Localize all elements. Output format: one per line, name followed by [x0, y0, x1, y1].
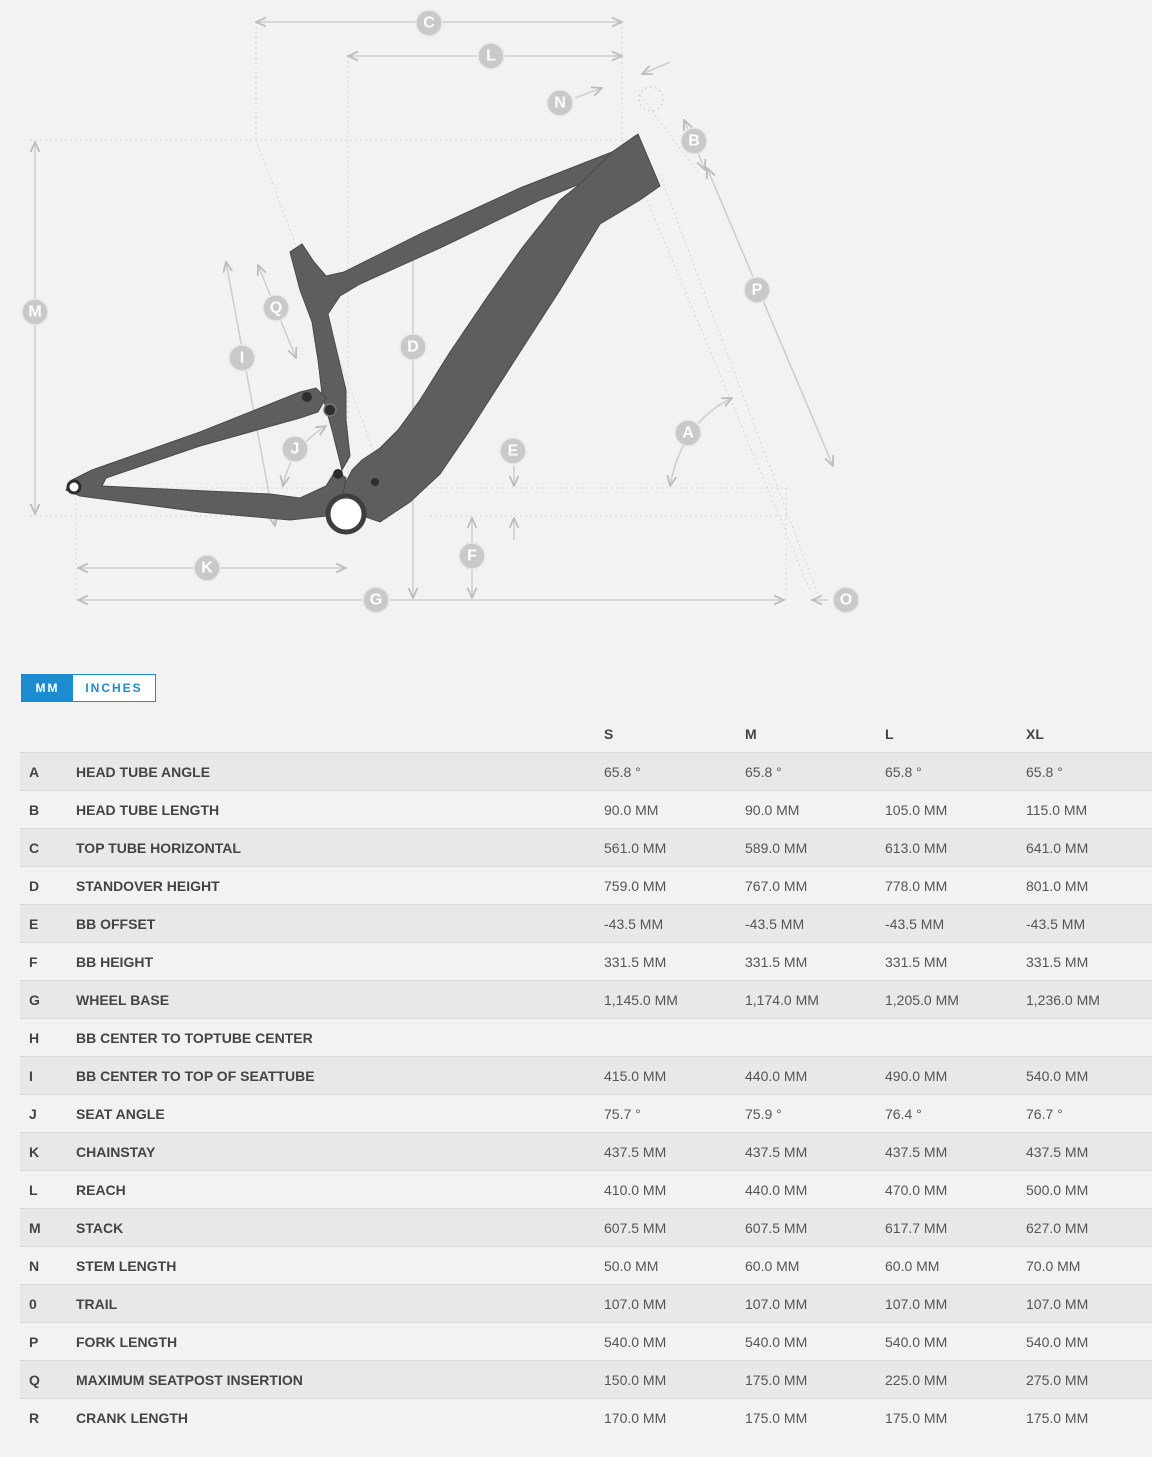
row-code: I — [20, 1057, 76, 1095]
value-size-xl: 500.0 MM — [1026, 1171, 1152, 1209]
table-row — [20, 867, 1152, 905]
table-row — [20, 981, 1152, 1019]
row-code: B — [20, 791, 76, 829]
value-size-s: -43.5 MM — [604, 905, 745, 943]
marker-E — [500, 438, 526, 464]
row-name: TRAIL — [76, 1285, 604, 1323]
value-size-s: 540.0 MM — [604, 1323, 745, 1361]
value-size-xl — [1026, 1019, 1152, 1057]
dimension-lines — [35, 22, 833, 600]
value-size-m: 440.0 MM — [745, 1057, 885, 1095]
marker-M — [22, 299, 48, 325]
value-size-m: 107.0 MM — [745, 1285, 885, 1323]
value-size-m: 65.8 ° — [745, 753, 885, 791]
value-size-m: 60.0 MM — [745, 1247, 885, 1285]
row-code: D — [20, 867, 76, 905]
row-name: FORK LENGTH — [76, 1323, 604, 1361]
value-size-l: 107.0 MM — [885, 1285, 1026, 1323]
table-row — [20, 905, 1152, 943]
value-size-s: 415.0 MM — [604, 1057, 745, 1095]
unit-mm-button[interactable]: MM — [22, 675, 73, 701]
row-code: 0 — [20, 1285, 76, 1323]
value-size-l: 60.0 MM — [885, 1247, 1026, 1285]
row-name: CHAINSTAY — [76, 1133, 604, 1171]
value-size-xl: 115.0 MM — [1026, 791, 1152, 829]
table-header-row — [20, 716, 1152, 753]
row-name: STACK — [76, 1209, 604, 1247]
row-name: STEM LENGTH — [76, 1247, 604, 1285]
table-row — [20, 1323, 1152, 1361]
svg-text:F: F — [467, 547, 477, 565]
header-size-m: M — [745, 726, 757, 742]
value-size-m: 90.0 MM — [745, 791, 885, 829]
table-row — [20, 1247, 1152, 1285]
value-size-xl: 175.0 MM — [1026, 1399, 1152, 1437]
svg-text:L: L — [486, 47, 496, 65]
marker-A — [675, 420, 701, 446]
value-size-s: 170.0 MM — [604, 1399, 745, 1437]
marker-P — [744, 277, 770, 303]
value-size-m: 540.0 MM — [745, 1323, 885, 1361]
row-code: G — [20, 981, 76, 1019]
table-row — [20, 1019, 1152, 1057]
table-row — [20, 1171, 1152, 1209]
row-name: TOP TUBE HORIZONTAL — [76, 829, 604, 867]
row-code: M — [20, 1209, 76, 1247]
value-size-l: 540.0 MM — [885, 1323, 1026, 1361]
marker-B — [681, 128, 707, 154]
svg-text:B: B — [688, 132, 700, 150]
svg-text:I: I — [239, 349, 245, 367]
header-size-l: L — [885, 726, 894, 742]
value-size-m — [745, 1019, 885, 1057]
value-size-xl: 107.0 MM — [1026, 1285, 1152, 1323]
table-row — [20, 1361, 1152, 1399]
row-code: P — [20, 1323, 76, 1361]
value-size-s: 759.0 MM — [604, 867, 745, 905]
row-name: HEAD TUBE ANGLE — [76, 753, 604, 791]
value-size-s: 331.5 MM — [604, 943, 745, 981]
row-name: BB CENTER TO TOPTUBE CENTER — [76, 1019, 604, 1057]
table-row — [20, 753, 1152, 791]
row-name: HEAD TUBE LENGTH — [76, 791, 604, 829]
row-name: REACH — [76, 1171, 604, 1209]
value-size-m: 331.5 MM — [745, 943, 885, 981]
value-size-s: 607.5 MM — [604, 1209, 745, 1247]
value-size-m: 767.0 MM — [745, 867, 885, 905]
marker-F — [459, 543, 485, 569]
svg-text:E: E — [507, 442, 519, 460]
row-name: WHEEL BASE — [76, 981, 604, 1019]
header-size-xl: XL — [1026, 726, 1044, 742]
row-code: A — [20, 753, 76, 791]
marker-O — [833, 587, 859, 613]
value-size-s — [604, 1019, 745, 1057]
row-code: E — [20, 905, 76, 943]
value-size-s: 437.5 MM — [604, 1133, 745, 1171]
header-size-s: S — [604, 726, 614, 742]
svg-text:P: P — [751, 281, 763, 299]
value-size-s: 90.0 MM — [604, 791, 745, 829]
table-row — [20, 1057, 1152, 1095]
table-row — [20, 1095, 1152, 1133]
svg-text:J: J — [290, 440, 300, 458]
value-size-s: 75.7 ° — [604, 1095, 745, 1133]
value-size-l: 225.0 MM — [885, 1361, 1026, 1399]
row-code: K — [20, 1133, 76, 1171]
value-size-l: 470.0 MM — [885, 1171, 1026, 1209]
value-size-m: 175.0 MM — [745, 1361, 885, 1399]
row-name: CRANK LENGTH — [76, 1399, 604, 1437]
svg-text:C: C — [423, 14, 435, 32]
value-size-m: -43.5 MM — [745, 905, 885, 943]
marker-Q — [263, 295, 289, 321]
value-size-s: 1,145.0 MM — [604, 981, 745, 1019]
value-size-xl: 65.8 ° — [1026, 753, 1152, 791]
svg-text:D: D — [407, 338, 419, 356]
value-size-l: -43.5 MM — [885, 905, 1026, 943]
row-name: SEAT ANGLE — [76, 1095, 604, 1133]
value-size-s: 410.0 MM — [604, 1171, 745, 1209]
value-size-l: 613.0 MM — [885, 829, 1026, 867]
value-size-m: 607.5 MM — [745, 1209, 885, 1247]
value-size-s: 561.0 MM — [604, 829, 745, 867]
value-size-s: 107.0 MM — [604, 1285, 745, 1323]
value-size-s: 150.0 MM — [604, 1361, 745, 1399]
geometry-table — [20, 716, 1152, 1436]
row-code: R — [20, 1399, 76, 1437]
row-code: N — [20, 1247, 76, 1285]
row-code: F — [20, 943, 76, 981]
value-size-xl: 641.0 MM — [1026, 829, 1152, 867]
table-row — [20, 829, 1152, 867]
value-size-m: 75.9 ° — [745, 1095, 885, 1133]
table-row — [20, 791, 1152, 829]
marker-D — [400, 334, 426, 360]
marker-N — [547, 90, 573, 116]
svg-text:Q: Q — [269, 299, 283, 317]
value-size-l: 105.0 MM — [885, 791, 1026, 829]
row-code: J — [20, 1095, 76, 1133]
row-name: BB CENTER TO TOP OF SEATTUBE — [76, 1057, 604, 1095]
value-size-xl: 627.0 MM — [1026, 1209, 1152, 1247]
value-size-l — [885, 1019, 1026, 1057]
row-code: C — [20, 829, 76, 867]
table-row — [20, 1133, 1152, 1171]
value-size-m: 589.0 MM — [745, 829, 885, 867]
value-size-l: 437.5 MM — [885, 1133, 1026, 1171]
unit-inches-button[interactable]: INCHES — [73, 675, 155, 701]
header-name — [76, 716, 604, 753]
svg-text:K: K — [201, 559, 213, 577]
unit-toggle — [21, 674, 156, 702]
value-size-l: 778.0 MM — [885, 867, 1026, 905]
value-size-m: 437.5 MM — [745, 1133, 885, 1171]
value-size-m: 440.0 MM — [745, 1171, 885, 1209]
marker-J — [282, 436, 308, 462]
value-size-xl: -43.5 MM — [1026, 905, 1152, 943]
value-size-l: 490.0 MM — [885, 1057, 1026, 1095]
marker-G — [363, 587, 389, 613]
marker-C — [416, 10, 442, 36]
value-size-l: 76.4 ° — [885, 1095, 1026, 1133]
row-name: BB OFFSET — [76, 905, 604, 943]
table-body — [20, 753, 1152, 1437]
value-size-xl: 275.0 MM — [1026, 1361, 1152, 1399]
value-size-xl: 1,236.0 MM — [1026, 981, 1152, 1019]
marker-K — [194, 555, 220, 581]
table-row — [20, 943, 1152, 981]
bike-frame — [66, 134, 660, 532]
row-code: Q — [20, 1361, 76, 1399]
value-size-xl: 437.5 MM — [1026, 1133, 1152, 1171]
guide-lines — [30, 22, 820, 600]
svg-text:O: O — [839, 591, 853, 609]
value-size-l: 617.7 MM — [885, 1209, 1026, 1247]
row-name: STANDOVER HEIGHT — [76, 867, 604, 905]
svg-text:A: A — [682, 424, 694, 442]
value-size-m: 175.0 MM — [745, 1399, 885, 1437]
row-code: L — [20, 1171, 76, 1209]
frame-geometry-diagram — [0, 0, 1152, 640]
value-size-xl: 76.7 ° — [1026, 1095, 1152, 1133]
value-size-l: 65.8 ° — [885, 753, 1026, 791]
svg-text:G: G — [369, 591, 383, 609]
value-size-xl: 70.0 MM — [1026, 1247, 1152, 1285]
table-row — [20, 1285, 1152, 1323]
row-code: H — [20, 1019, 76, 1057]
value-size-xl: 331.5 MM — [1026, 943, 1152, 981]
table-row — [20, 1399, 1152, 1437]
value-size-s: 50.0 MM — [604, 1247, 745, 1285]
row-name: MAXIMUM SEATPOST INSERTION — [76, 1361, 604, 1399]
value-size-s: 65.8 ° — [604, 753, 745, 791]
header-code — [20, 716, 76, 753]
svg-text:N: N — [554, 94, 566, 112]
svg-text:M: M — [28, 303, 42, 321]
row-name: BB HEIGHT — [76, 943, 604, 981]
marker-L — [478, 43, 504, 69]
value-size-m: 1,174.0 MM — [745, 981, 885, 1019]
value-size-l: 1,205.0 MM — [885, 981, 1026, 1019]
table-row — [20, 1209, 1152, 1247]
value-size-xl: 540.0 MM — [1026, 1057, 1152, 1095]
value-size-l: 175.0 MM — [885, 1399, 1026, 1437]
marker-I — [229, 345, 255, 371]
value-size-xl: 540.0 MM — [1026, 1323, 1152, 1361]
value-size-l: 331.5 MM — [885, 943, 1026, 981]
value-size-xl: 801.0 MM — [1026, 867, 1152, 905]
